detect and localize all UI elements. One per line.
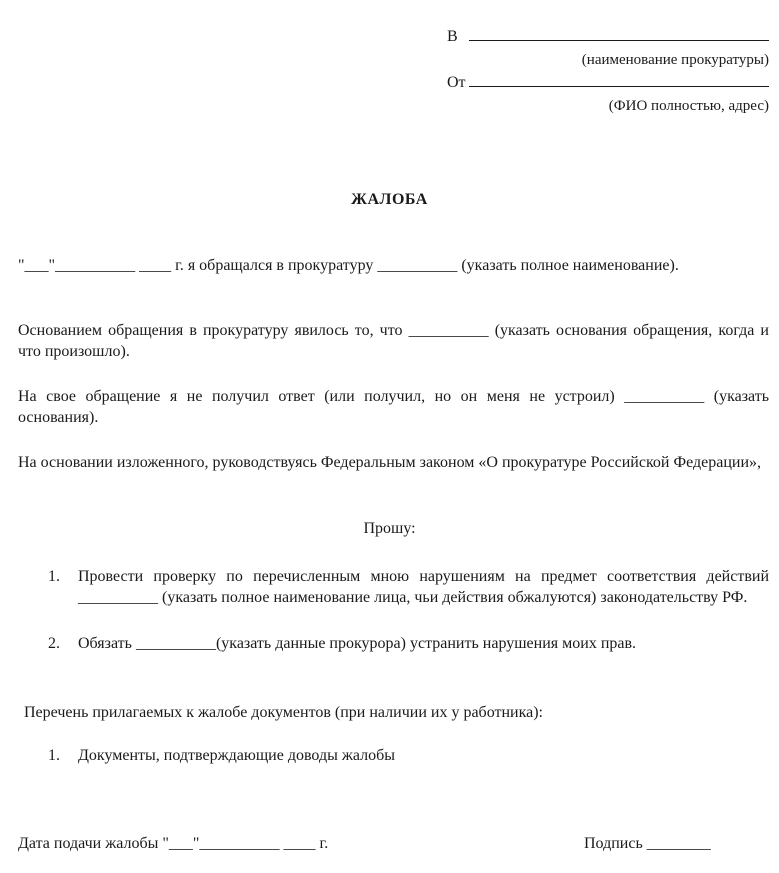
list-item-number: 2. [48,635,60,652]
from-label: От [447,74,466,91]
list-item-number: 1. [48,568,60,585]
list-item-number: 1. [48,747,60,764]
attachments-heading: Перечень прилагаемых к жалобе документов (при наличии их у работника): [24,704,543,721]
paragraph-legal-basis: На основании изложенного, руководствуясь Федеральным законом «О прокуратуре Российской Федерации», [18,454,762,471]
sender-blank[interactable] [469,72,769,87]
paragraph-response: На свое обращение я не получил ответ (или получил, но он меня не устроил) __________ (указать основания). [18,388,769,426]
list-item-text: Обязать __________(указать данные прокурора) устранить нарушения моих прав. [78,635,637,652]
to-label: В [447,28,458,45]
addressee-line [447,26,769,47]
submission-date: Дата подачи жалобы "___"__________ ____ г. [18,835,329,852]
list-item-text: Документы, подтверждающие доводы жалобы [78,747,395,764]
list-item-text: Провести проверку по перечисленным мною нарушениям на предмет соответствия действий __________ (указать полное наименование лица, чьи действия обжалуются) законодательству РФ. [78,568,769,606]
addressee-blank[interactable] [469,26,769,41]
document-title: ЖАЛОБА [351,191,428,208]
paragraph-appeal-date: "___"__________ ____ г. я обращался в прокуратуру __________ (указать полное наименование). [18,257,679,274]
paragraph-appeal-reason: Основанием обращения в прокуратуру явилось то, что __________ (указать основания обращения, когда и что произошло). [18,322,769,360]
addressee-note: (наименование прокуратуры) [581,52,769,68]
sender-note: (ФИО полностью, адрес) [608,98,769,114]
request-heading: Прошу: [363,520,416,537]
sender-line [447,72,769,93]
signature: Подпись ________ [584,835,711,852]
